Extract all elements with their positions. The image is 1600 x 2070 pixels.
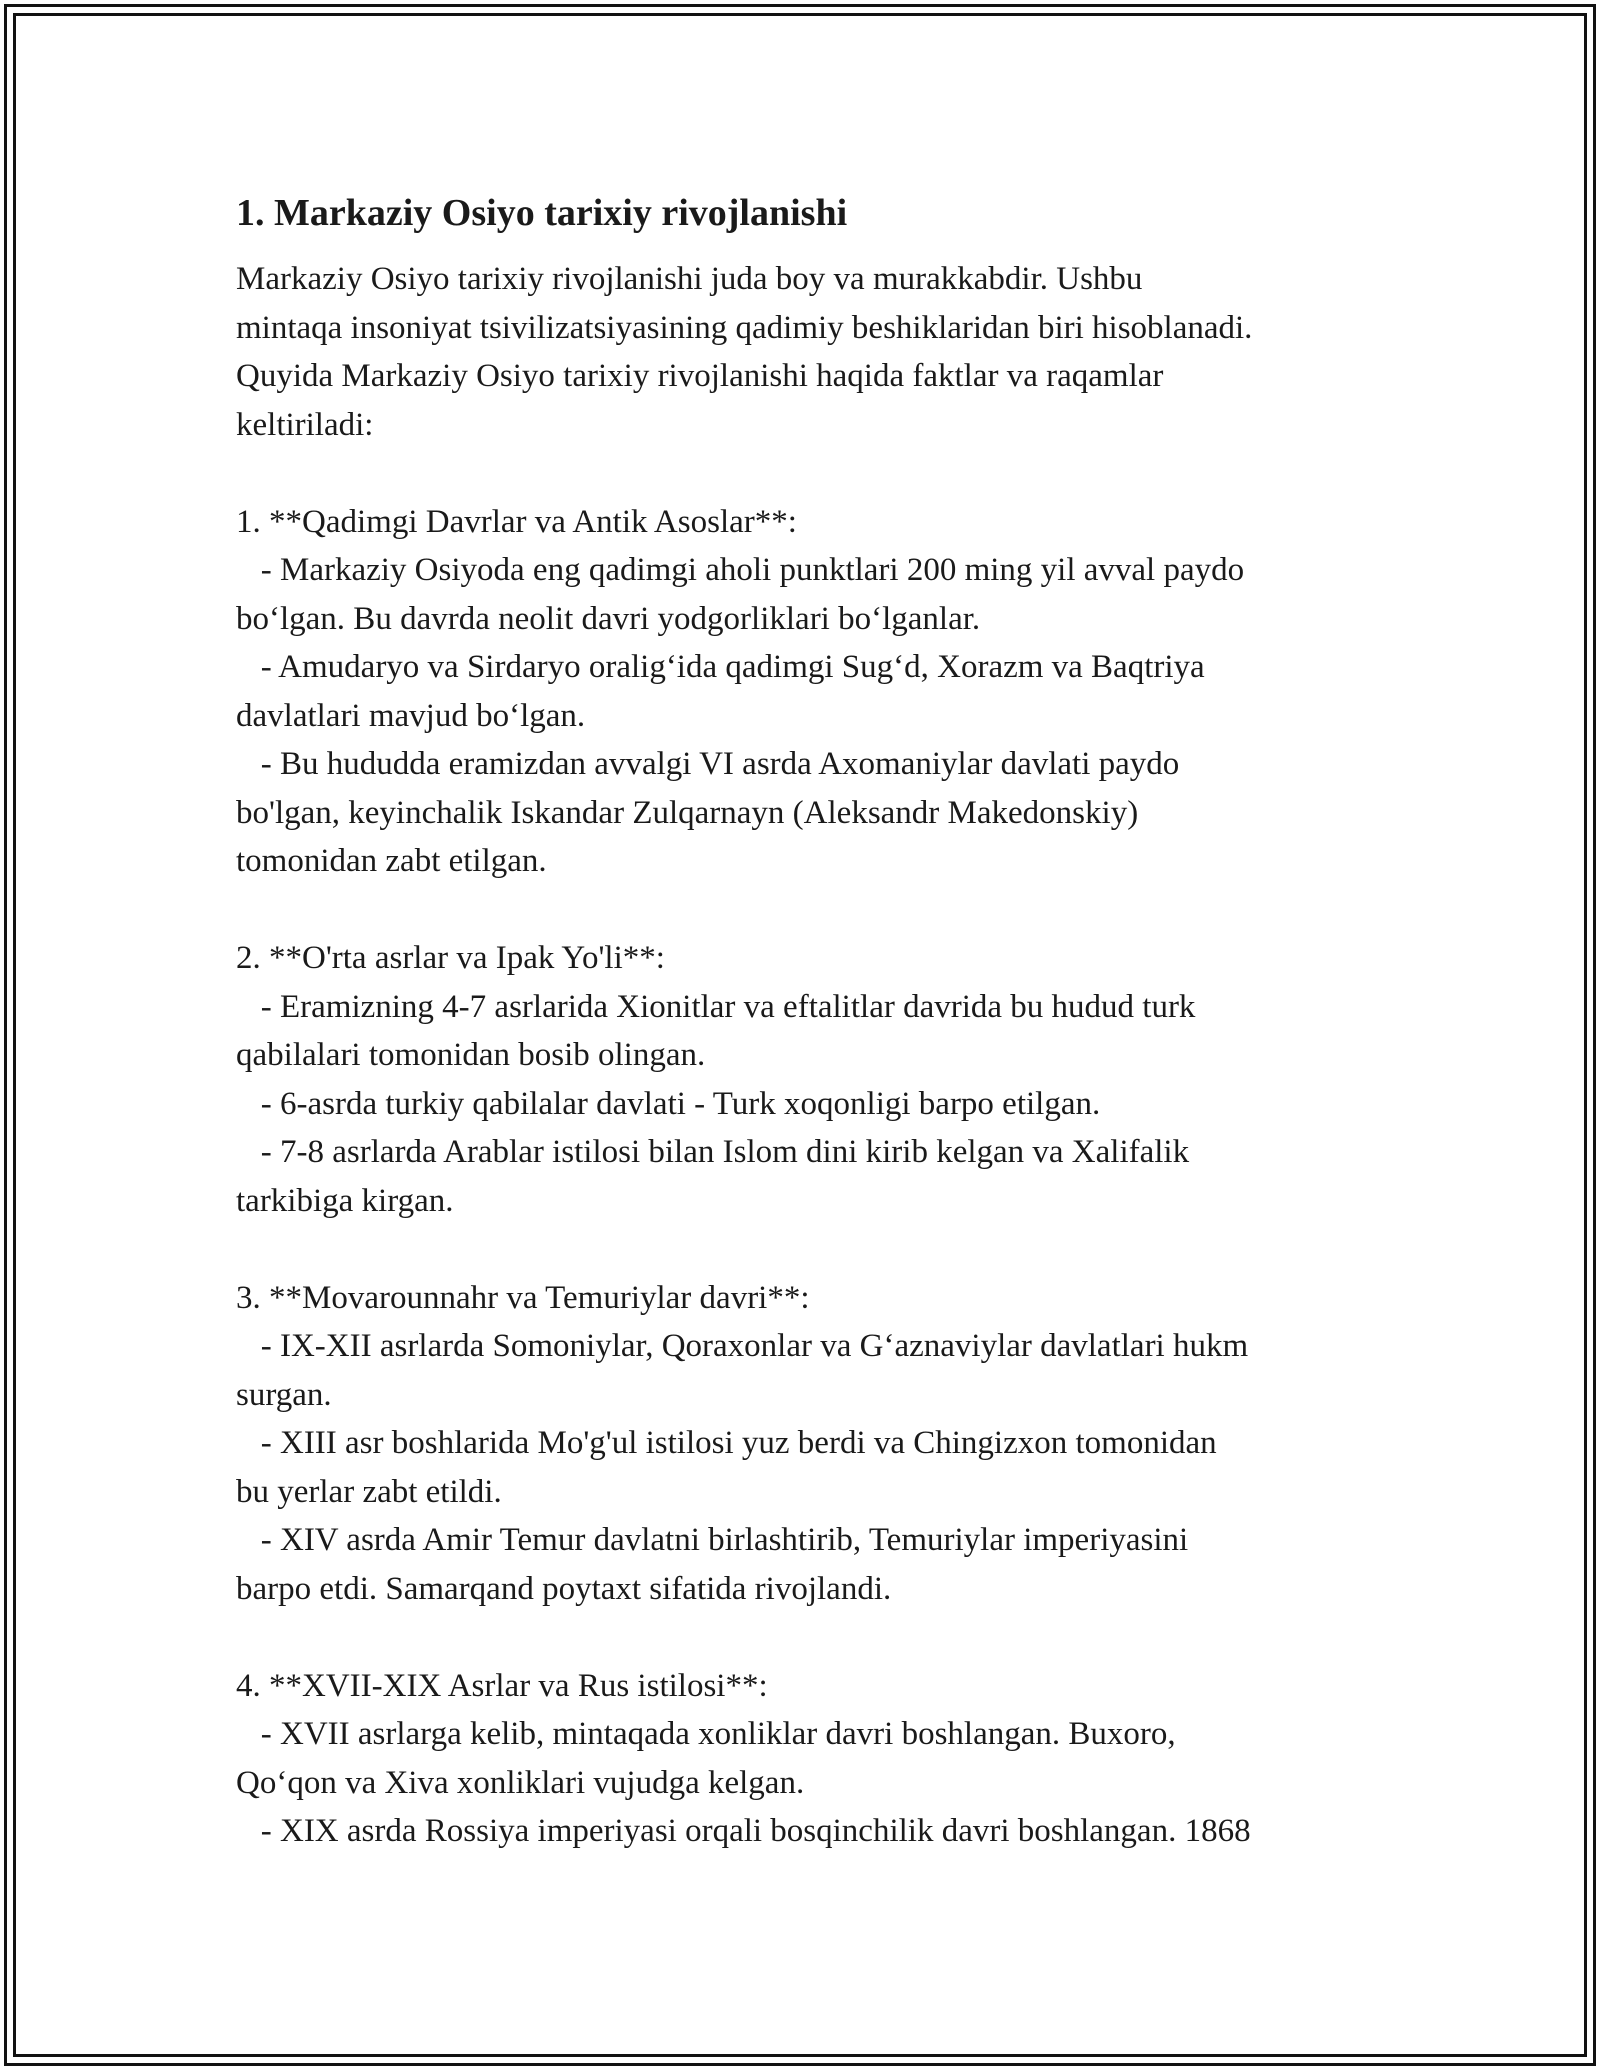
list-item: - XVII asrlarga kelib, mintaqada xonliklar davri boshlangan. Buxoro, Qo‘qon va Xiva xonliklari vujudga kelgan. [236, 1716, 1176, 1801]
section-title: 4. **XVII-XIX Asrlar va Rus istilosi**: [236, 1667, 768, 1704]
intro-paragraph: Markaziy Osiyo tarixiy rivojlanishi juda boy va murakkabdir. Ushbu mintaqa insoniyat tsivilizatsiyasining qadimiy beshiklaridan biri hisoblanadi. Quyida Markaziy Osiyo tarixiy rivojlanishi haqida faktlar va raqamlar keltiriladi: [236, 261, 1253, 443]
section-timurids [236, 1274, 1396, 1614]
list-item: - Markaziy Osiyoda eng qadimgi aholi punktlari 200 ming yil avval paydo bo‘lgan. Bu davrda neolit davri yodgorliklari bo‘lganlar. [236, 552, 1245, 637]
document-body [236, 185, 1396, 1856]
list-item: - 7-8 asrlarda Arablar istilosi bilan Islom dini kirib kelgan va Xalifalik tarkibiga kirgan. [236, 1134, 1190, 1219]
list-item: - Bu hududda eramizdan avvalgi VI asrda Axomaniylar davlati paydo bo'lgan, keyinchalik Iskandar Zulqarnayn (Aleksandr Makedonskiy) tomonidan zabt etilgan. [236, 746, 1180, 879]
section-title: 1. **Qadimgi Davrlar va Antik Asoslar**: [236, 503, 797, 540]
section-title: 2. **O'rta asrlar va Ipak Yo'li**: [236, 940, 665, 976]
list-item: - XIII asr boshlarida Mo'g'ul istilosi yuz berdi va Chingizxon tomonidan bu yerlar zabt etildi. [236, 1425, 1217, 1510]
list-item: - Eramizning 4-7 asrlarida Xionitlar va eftalitlar davrida bu hudud turk qabilalari tomonidan bosib olingan. [236, 988, 1196, 1073]
blank-line [236, 1225, 1396, 1274]
document-heading: 1. Markaziy Osiyo tarixiy rivojlanishi [236, 192, 848, 234]
list-item: - XIV asrda Amir Temur davlatni birlashtirib, Temuriylar imperiyasini barpo etdi. Samarqand poytaxt sifatida rivojlandi. [236, 1522, 1189, 1607]
blank-line [236, 449, 1396, 498]
blank-line [236, 886, 1396, 935]
list-item: - IX-XII asrlarda Somoniylar, Qoraxonlar va G‘aznaviylar davlatlari hukm surgan. [236, 1328, 1249, 1413]
section-title: 3. **Movarounnahr va Temuriylar davri**: [236, 1279, 810, 1316]
list-item: - Amudaryo va Sirdaryo oralig‘ida qadimgi Sug‘d, Xorazm va Baqtriya davlatlari mavjud bo‘lgan. [236, 649, 1205, 734]
section-ancient-periods [236, 498, 1396, 886]
list-item: - XIX asrda Rossiya imperiyasi orqali bosqinchilik davri boshlangan. 1868 [236, 1813, 1251, 1849]
section-middle-ages [236, 934, 1396, 1225]
blank-line [236, 1613, 1396, 1662]
list-item: - 6-asrda turkiy qabilalar davlati - Turk xoqonligi barpo etilgan. [236, 1085, 1101, 1122]
section-russian-conquest [236, 1662, 1396, 1856]
